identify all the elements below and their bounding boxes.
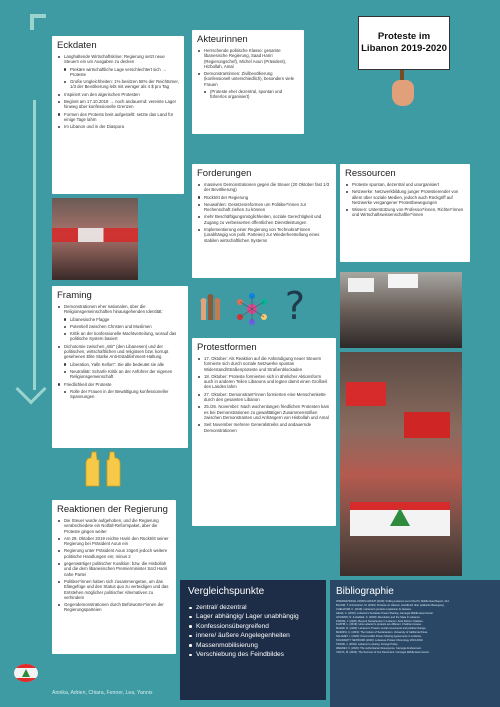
forderungen-item: mehr Beschäftigungsmöglichkeiten, soziale Gerechtigkeit und Zugang zu verbesserten öffentlichen Dienstleistungen	[197, 214, 331, 225]
protestformen-card	[192, 338, 336, 526]
flag	[404, 412, 450, 438]
eckdaten-heading: Eckdaten	[57, 40, 97, 51]
cedar-icon	[390, 508, 410, 526]
akteure-card	[192, 30, 304, 134]
framing-item: Demonstrationen eher nationalen, über die Religionsgemeinschaften hinausgehenden Identität:	[57, 304, 183, 315]
bib-entry: WEHREY, F. (2020): The Authoritarian Resurgence. Carnegie Endowment.	[336, 646, 422, 650]
protest-sign	[388, 274, 418, 288]
protest-crowd-photo	[52, 198, 138, 280]
protestformen-item: 25./26. November: Nach wochenlangen friedlichen Protesten kam es bei Demonstrationen zu gewalttätigen Zusammenstößen zwischen Demonstranten und Anhängern von Hisbollah und Amal	[197, 404, 331, 420]
bib-entry: SALAMEY, I. (2020): Post-Conflict Power-Sharing Agreements in Lebanon.	[336, 635, 422, 639]
ressourcen-heading: Ressourcen	[345, 168, 396, 179]
reaktionen-item: Die Steuer wurde aufgehoben, und die Regierung verabschiedete ein Notfall-Reformpaket, aber die Proteste gingen weiter	[57, 518, 171, 534]
forderungen-item: massiven Demonstrationen gegen die Steuer (20 Oktober fast 1/3 der Bevölkerung)	[197, 182, 331, 193]
protestformen-heading: Protestformen	[197, 342, 257, 353]
hand-icon	[392, 80, 414, 106]
vergleich-item: zentral/ dezentral	[188, 603, 318, 612]
flag	[346, 382, 386, 406]
bib-entry: MAKDISI, U. (2019): The Culture of Sectarianism. University of California Press.	[336, 631, 428, 635]
flag-band	[52, 228, 138, 242]
women-protest-photo	[340, 272, 462, 348]
authors-line: Annika, Adrien, Chiara, Fenner, Lea, Yannis	[52, 690, 153, 696]
protestformen-item: 18. Oktober: Proteste formierten sich in ähnlicher Aktionsform auch in anderen Teilen Libanons und legten damit einen Großteil des Landes lahm	[197, 374, 331, 390]
eckdaten-item: Inspiriert von den algerischen Protesten	[57, 92, 179, 97]
bib-entry: CHEHAYEB, K. (2019): Lebanon's protests explained. Al Jazeera.	[336, 607, 412, 611]
vergleich-heading: Vergleichspunkte	[188, 586, 265, 597]
framing-card	[52, 286, 188, 448]
ressourcen-item: Proteste spontan, dezentral und unorganisiert	[345, 182, 465, 187]
network-people-icon	[234, 292, 270, 326]
bibliographie-heading: Bibliographie	[336, 586, 394, 597]
protest-sign	[348, 278, 374, 292]
forderungen-card	[192, 164, 336, 278]
bib-entry: KARAM, J. (2020): Beyond Sectarianism in Lebanon. Arab Reform Initiative.	[336, 619, 424, 623]
reaktionen-heading: Reaktionen der Regierung	[57, 504, 168, 515]
decorative-line	[33, 100, 36, 390]
lebanon-flag-icon	[14, 664, 38, 682]
decorative-corner	[30, 14, 46, 30]
poster-title: Proteste im Libanon 2019-2020	[358, 16, 450, 70]
framing-item: Kritik an der konfessionelle Machtverteilung, worauf das politische System basiert	[63, 331, 183, 342]
bib-entry: KHATIB, L. (2019): How Lebanon's protests are different. Chatham House.	[336, 623, 422, 627]
reaktionen-item: Regierung unter Präsident Aoun zögert jedoch weitere politische Handlungen ein; minus 2	[57, 548, 171, 559]
akteure-item: (Proteste eher dezentral, spontan und führerlos organisiert)	[203, 89, 299, 100]
vergleich-item: Lager abhängig/ Lager unabhängig	[188, 612, 318, 621]
bib-entry: INTERNATIONAL CRISIS GROUP (2019): Pulling Lebanon out of the Pit. Middle East Report, 214.	[336, 600, 450, 603]
protestformen-item: 17. Oktober: Als Reaktion auf die Ankündigung neuer Steuern formierte sich durch soziale Netzwerke spontan Widerstand/Straßenproteste und Straßenblockaden	[197, 356, 331, 372]
reaktionen-card	[52, 500, 176, 654]
framing-item: Rolle der Frauen in der Bewältigung konfessioneller Spannungen	[63, 389, 183, 400]
akteure-heading: Akteurinnen	[197, 34, 248, 45]
raised-fists-icon	[200, 292, 222, 322]
reaktionen-item: gegenwärtiger politischer Koalition: bzw. die Hisbollah und die dem libanesischen Premierminister Sa'd Hariri nahe Partei	[57, 561, 171, 577]
icon-group	[196, 286, 336, 334]
eckdaten-item: Langhaltende Wirtschaftskrise: Regierung setzt neue Steuern ein um Ausgaben zu decken	[57, 54, 179, 65]
akteure-item: Demonstrantinnen: Zivilbevölkerung (konfessionell unterschiedlich), besonders viele Frauen	[197, 71, 299, 87]
question-mark-icon: ?	[284, 284, 306, 328]
bib-entry: TRAUB, J. (2019): Lebanon's uprising. Foreign Policy.	[336, 642, 399, 646]
akteure-item: Herrschende politische Klasse: gesamte libanesische Regierung, Saad Hariri (Regierungschef), Michel Aoun (Präsident), Hizbollah, Amal	[197, 48, 299, 69]
reaktionen-item: Politiker*innen haben sich zusammengetan, um das Elitegefüge und den Status quo zu verteidigen und das Entstehen möglicher politischer Alternativen zu verhindern	[57, 579, 171, 600]
decorative-arrow	[15, 373, 46, 404]
eckdaten-item: Prekäre wirtschaftliche Lage verschlechtert sich → Proteste	[63, 67, 179, 78]
forderungen-heading: Forderungen	[197, 168, 252, 179]
bib-entry: HOURANI, N. & Haddad, S. (2020): Revolution and the State in Lebanon.	[336, 615, 421, 619]
flag-crowd-photo	[340, 352, 462, 576]
ressourcen-item: Wissen: Unterstützung von Professor*innen, Richter*innen und Wirtschaftswissenschaftler*innen	[345, 207, 465, 218]
ressourcen-item: Netzwerke: Netzwerkbildung junger Protestierender von allem über soziale Medien, jedoch auch Rückgriff auf Netzwerke vergangener Protestbewegungen	[345, 189, 465, 205]
reaktionen-item: Am 29. Oktober 2019 reichte Hariri den Rücktritt seiner Regierung bei Präsident Aoun ein	[57, 536, 171, 547]
framing-item: Dichotomie zwischen „Wir" (den Libanesen) und der politischen, wirtschaftlichen und religiösen bzw. korrupt gesehenen Elite Starke Anti-Establishment-Haltung	[57, 344, 183, 360]
bib-entry: MAJED, R. (2020): Lebanon's Thawra: social movements and political change.	[336, 627, 427, 631]
raised-hands-icon	[82, 450, 124, 488]
eckdaten-card	[52, 36, 184, 194]
reaktionen-item: Gegendemonstrationen durch Befürworter*innen der Regierungsparteien	[57, 602, 171, 613]
bibliographie-panel	[330, 580, 500, 707]
framing-item: Potentiell zwischen Christen und Muslimen	[63, 324, 183, 329]
vergleich-item: Massenmobilisierung	[188, 641, 318, 650]
bib-entry: SOLIDARITY NETWORK (2020): Lebanese Protest Chronology 2019-2020.	[336, 639, 424, 643]
eckdaten-item: Große Ungleichheiten: 1% besitzen 58% der Reichtümer, 1/3 der Bevölkerung lebt mit weniger als 4 $ pro Tag	[63, 79, 179, 90]
protestformen-item: Seit November mehrere Generalstreiks und andauernde Demonstrationen	[197, 422, 331, 433]
framing-item: Neutralität: Scharfe Kritik an der Anführer der eigenen Religionsgemeinschaft	[63, 369, 183, 380]
eckdaten-item: Im Libanon und in der Diaspora	[57, 124, 179, 129]
vergleich-panel	[180, 580, 326, 700]
protestformen-item: 27. Oktober: Demonstrant*innen formierten eine Menschenkette durch den gesamten Libanon	[197, 392, 331, 403]
vergleich-item: Verschiebung des Feindbildes	[188, 650, 318, 659]
forderungen-item: Rücktritt der Regierung	[197, 195, 331, 200]
eckdaten-item: Beginnt am 17.10.2019 → noch andauernd: vereinte Lager hinweg über konfessionelle Grenzen	[57, 99, 179, 110]
framing-heading: Framing	[57, 290, 92, 301]
bib-entry: BLUHM, T. & Krstulovic, M. (2020): Proteste im Libanon. Handbuch über politische Bewegung.	[336, 603, 445, 607]
framing-item: Liberation, Yalln Kellon": Sie alle bedeutet sie alle	[63, 362, 183, 367]
forderungen-item: Implementierung einer Regierung von Technokrat*innen (unabhängig von polit. Parteien) zur Wiederherstellung eines stabilen wirtschaftlichen Systems	[197, 227, 331, 243]
bib-entry: GEHA, C. (2019): Lebanon's Sectarian Power Sharing. Carnegie Middle East Center.	[336, 611, 434, 615]
eckdaten-item: Formen des Protests breit aufgestellt: setzte das Land für einige Tage lahm	[57, 112, 179, 123]
vergleich-item: innere/ äußere Angelegenheiten	[188, 631, 318, 640]
ressourcen-card	[340, 164, 470, 262]
bib-entry: YAHYA, M. (2019): The Summer of Our Discontent. Carnegie Middle East Center.	[336, 650, 430, 654]
framing-item: Libanesische Flagge	[63, 317, 183, 322]
framing-item: Friedlichkeit der Proteste	[57, 382, 183, 387]
forderungen-item: Neuwahlen: Gesetzesreformen um Politiker*innen zur Rechenschaft ziehen zu können	[197, 202, 331, 213]
vergleich-item: Konfessionsübergreifend	[188, 622, 318, 631]
